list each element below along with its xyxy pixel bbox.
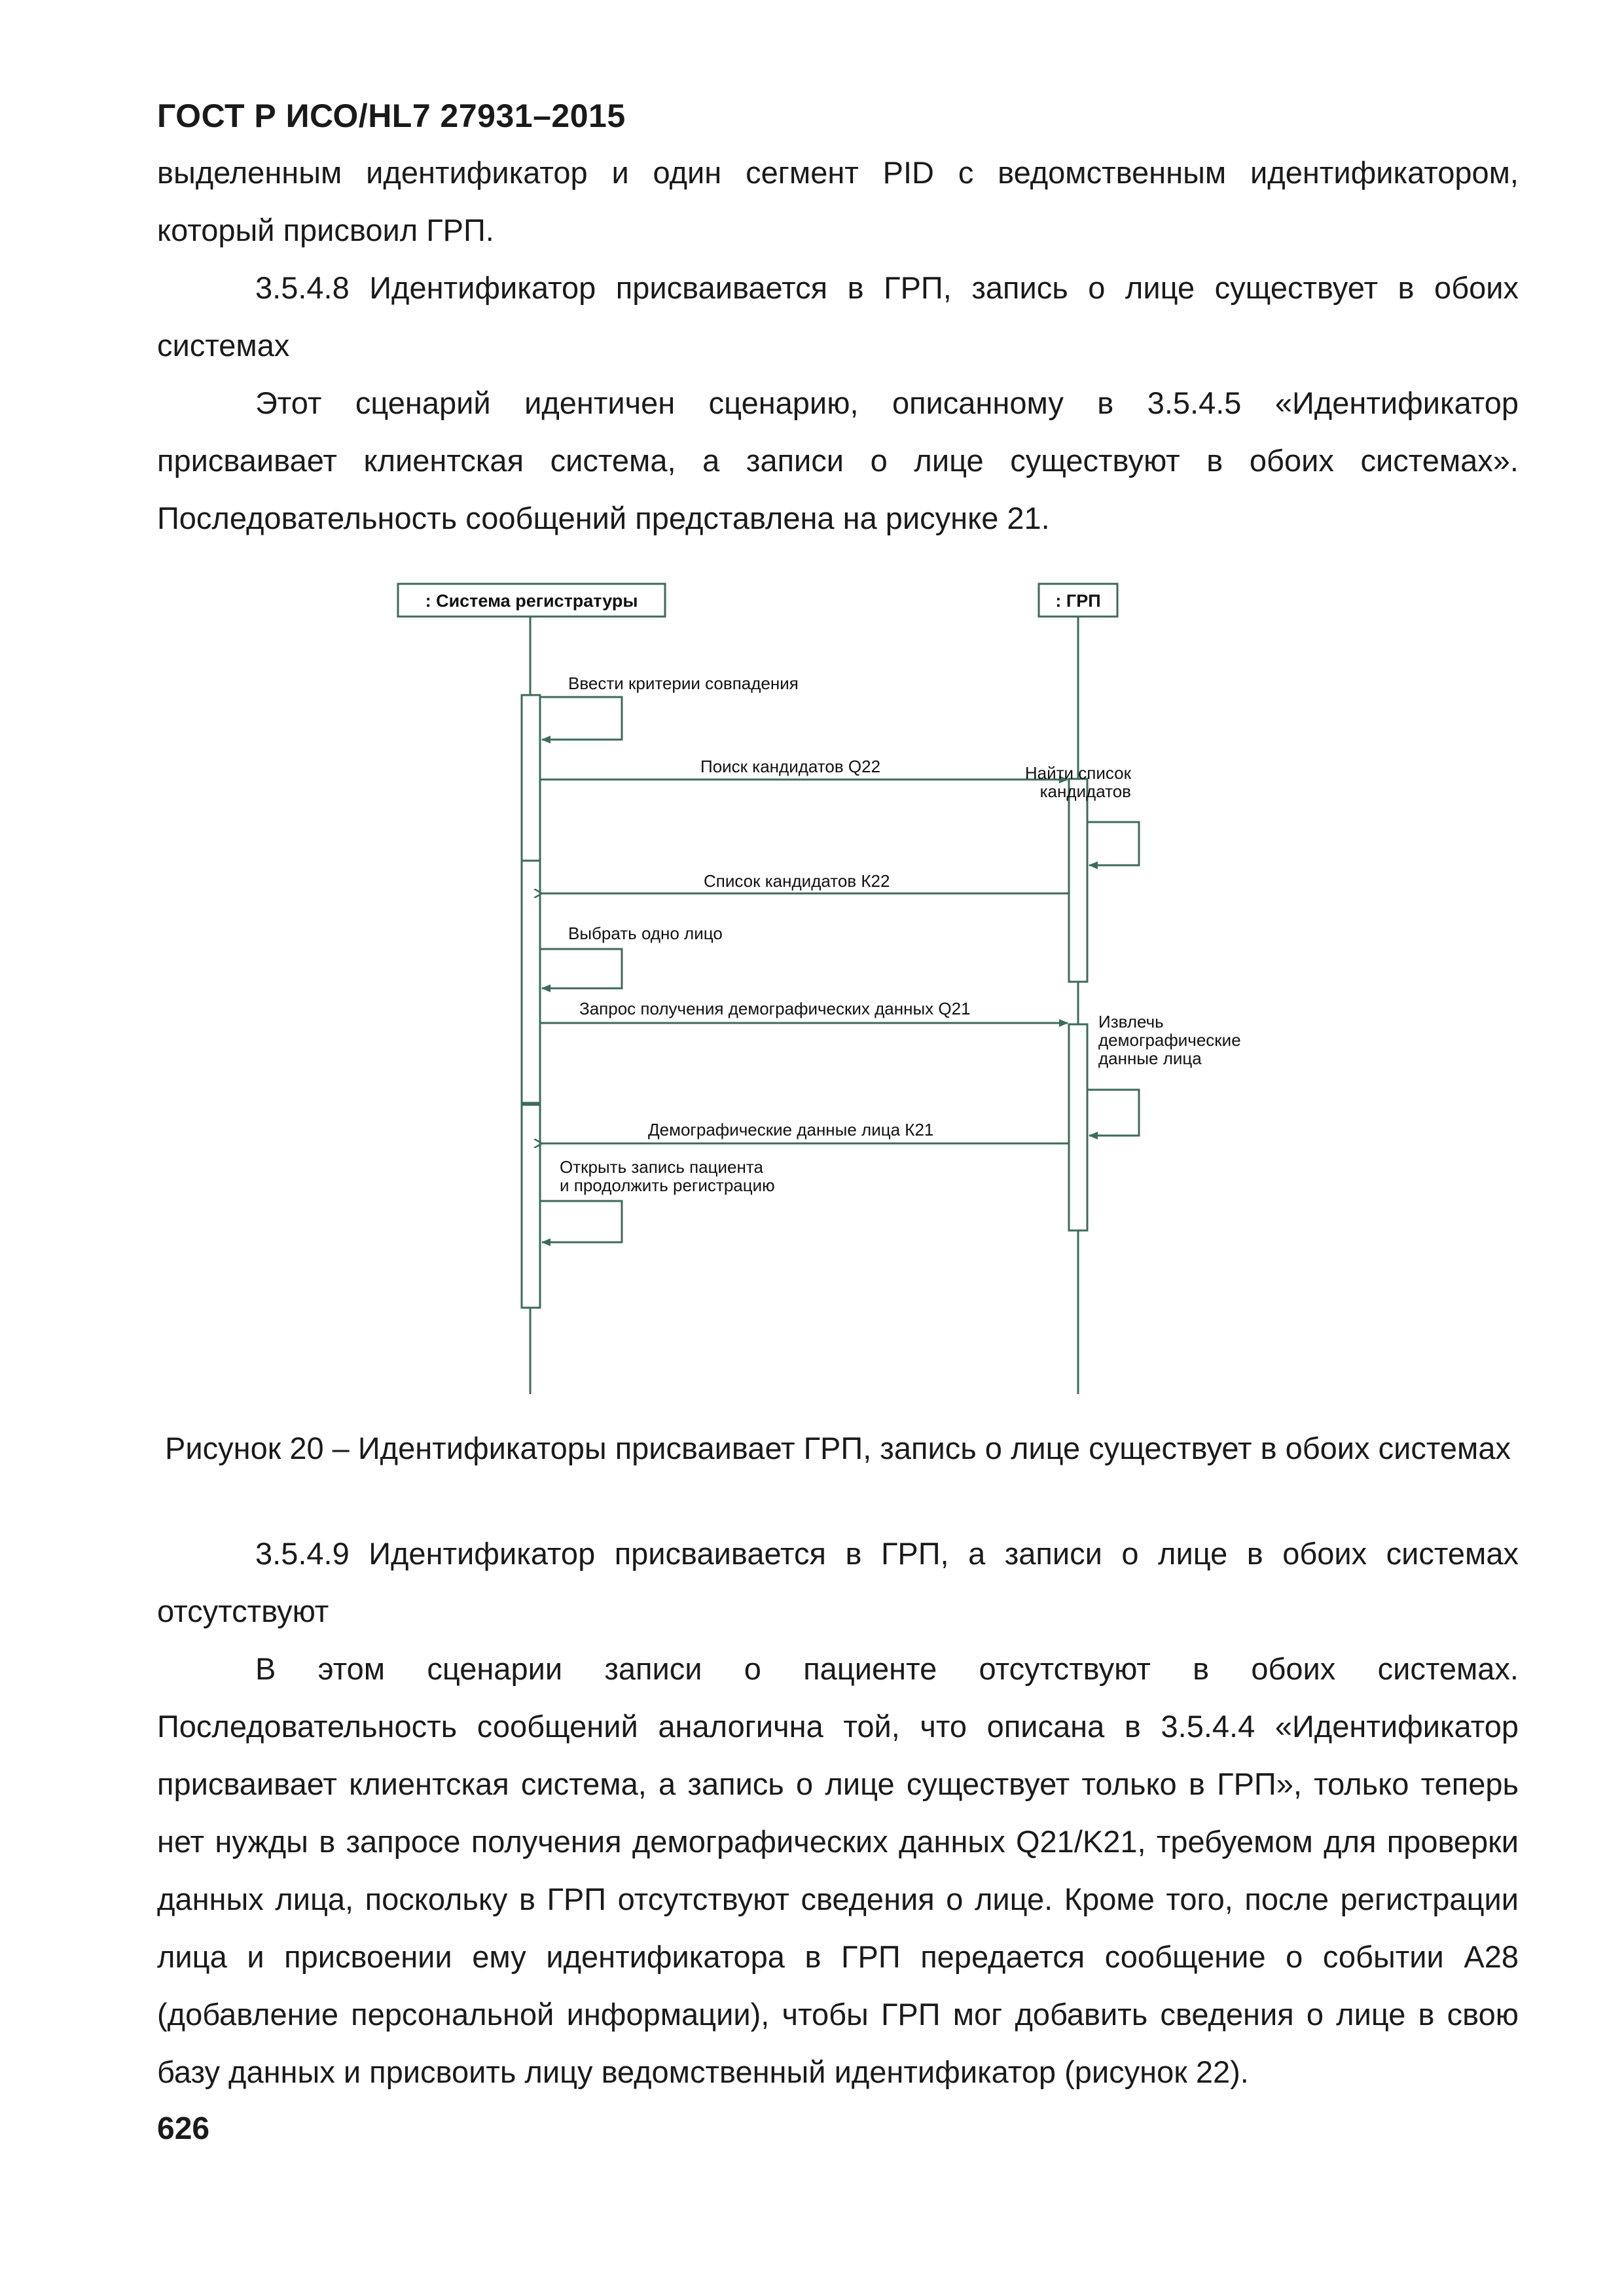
message-label-q22: Поиск кандидатов Q22 [700, 757, 881, 776]
continuation-paragraph: выделенным идентификатор и один сегмент PID с ведомственным идентификатором, который присвоил ГРП. [157, 155, 1519, 247]
activation-right-2 [1069, 1024, 1087, 1230]
message-label-k22: Список кандидатов К22 [704, 871, 890, 891]
self-message-right-1 [1087, 822, 1139, 865]
message-label-find-candidates-1: Найти список [1024, 763, 1131, 783]
message-label-q21: Запрос получения демографических данных Q21 [579, 999, 971, 1018]
message-label-extract-2: демографические [1098, 1030, 1241, 1050]
message-label-find-candidates-2: кандидатов [1039, 781, 1131, 801]
figure-caption: Рисунок 20 – Идентификаторы присваивает ГРП, запись о лице существует в обоих системах [165, 1431, 1511, 1465]
message-label-extract-1: Извлечь [1098, 1012, 1164, 1031]
message-label-enter-criteria: Ввести критерии совпадения [568, 673, 799, 693]
section-heading-3-5-4-9: 3.5.4.9 Идентификатор присваивается в ГРП, а записи о лице в обоих системах отсутствуют [157, 1536, 1519, 1628]
scenario-paragraph: Этот сценарий идентичен сценарию, описанному в 3.5.4.5 «Идентификатор присваивает клиентская система, а записи о лице существуют в обоих системах». Последовательность сообщений представлена на рисунке 21. [157, 386, 1519, 535]
page-number: 626 [157, 2111, 210, 2146]
message-label-open-record-2: и продолжить регистрацию [560, 1175, 775, 1195]
activation-right-1 [1069, 779, 1087, 982]
activation-left-2 [522, 861, 540, 1103]
activation-left-3 [522, 1105, 540, 1308]
lower-text-block [157, 1525, 1519, 2101]
message-label-k21: Демографические данные лица К21 [648, 1120, 934, 1139]
self-message-right-2 [1087, 1090, 1139, 1136]
lower-paragraph: В этом сценарии записи о пациенте отсутствуют в обоих системах. Последовательность сообщений аналогична той, что описана в 3.5.4.4 «Идентификатор присваивает клиентская система, а запись о лице существует только в ГРП», только теперь нет нужды в запросе получения демографических данных Q21/K21, требуемом для проверки данных лица, поскольку в ГРП отсутствуют сведения о лице. Кроме того, после регистрации лица и присвоении ему идентификатора в ГРП передается сообщение о событии А28 (добавление персональной информации), чтобы ГРП мог добавить сведения о лице в свою базу данных и присвоить лицу ведомственный идентификатор (рисунок 22). [157, 1651, 1519, 2089]
lifeline-label-right: : ГРП [1055, 591, 1101, 611]
sequence-diagram [393, 583, 1241, 1401]
self-message-left-2 [540, 949, 622, 988]
section-heading-3-5-4-8: 3.5.4.8 Идентификатор присваивается в ГРП, запись о лице существует в обоих системах [157, 270, 1519, 363]
self-message-left-3 [540, 1201, 622, 1242]
sequence-diagram-svg [393, 583, 1241, 1401]
lifeline-label-left: : Система регистратуры [425, 591, 638, 611]
self-message-left-1 [540, 697, 622, 740]
document-header: ГОСТ Р ИСО/HL7 27931–2015 [157, 98, 626, 134]
message-label-extract-3: данные лица [1098, 1049, 1202, 1068]
message-label-open-record-1: Открыть запись пациента [560, 1157, 763, 1177]
activation-left-1 [522, 695, 540, 861]
message-label-select-person: Выбрать одно лицо [568, 924, 723, 943]
top-text-block [157, 144, 1519, 547]
